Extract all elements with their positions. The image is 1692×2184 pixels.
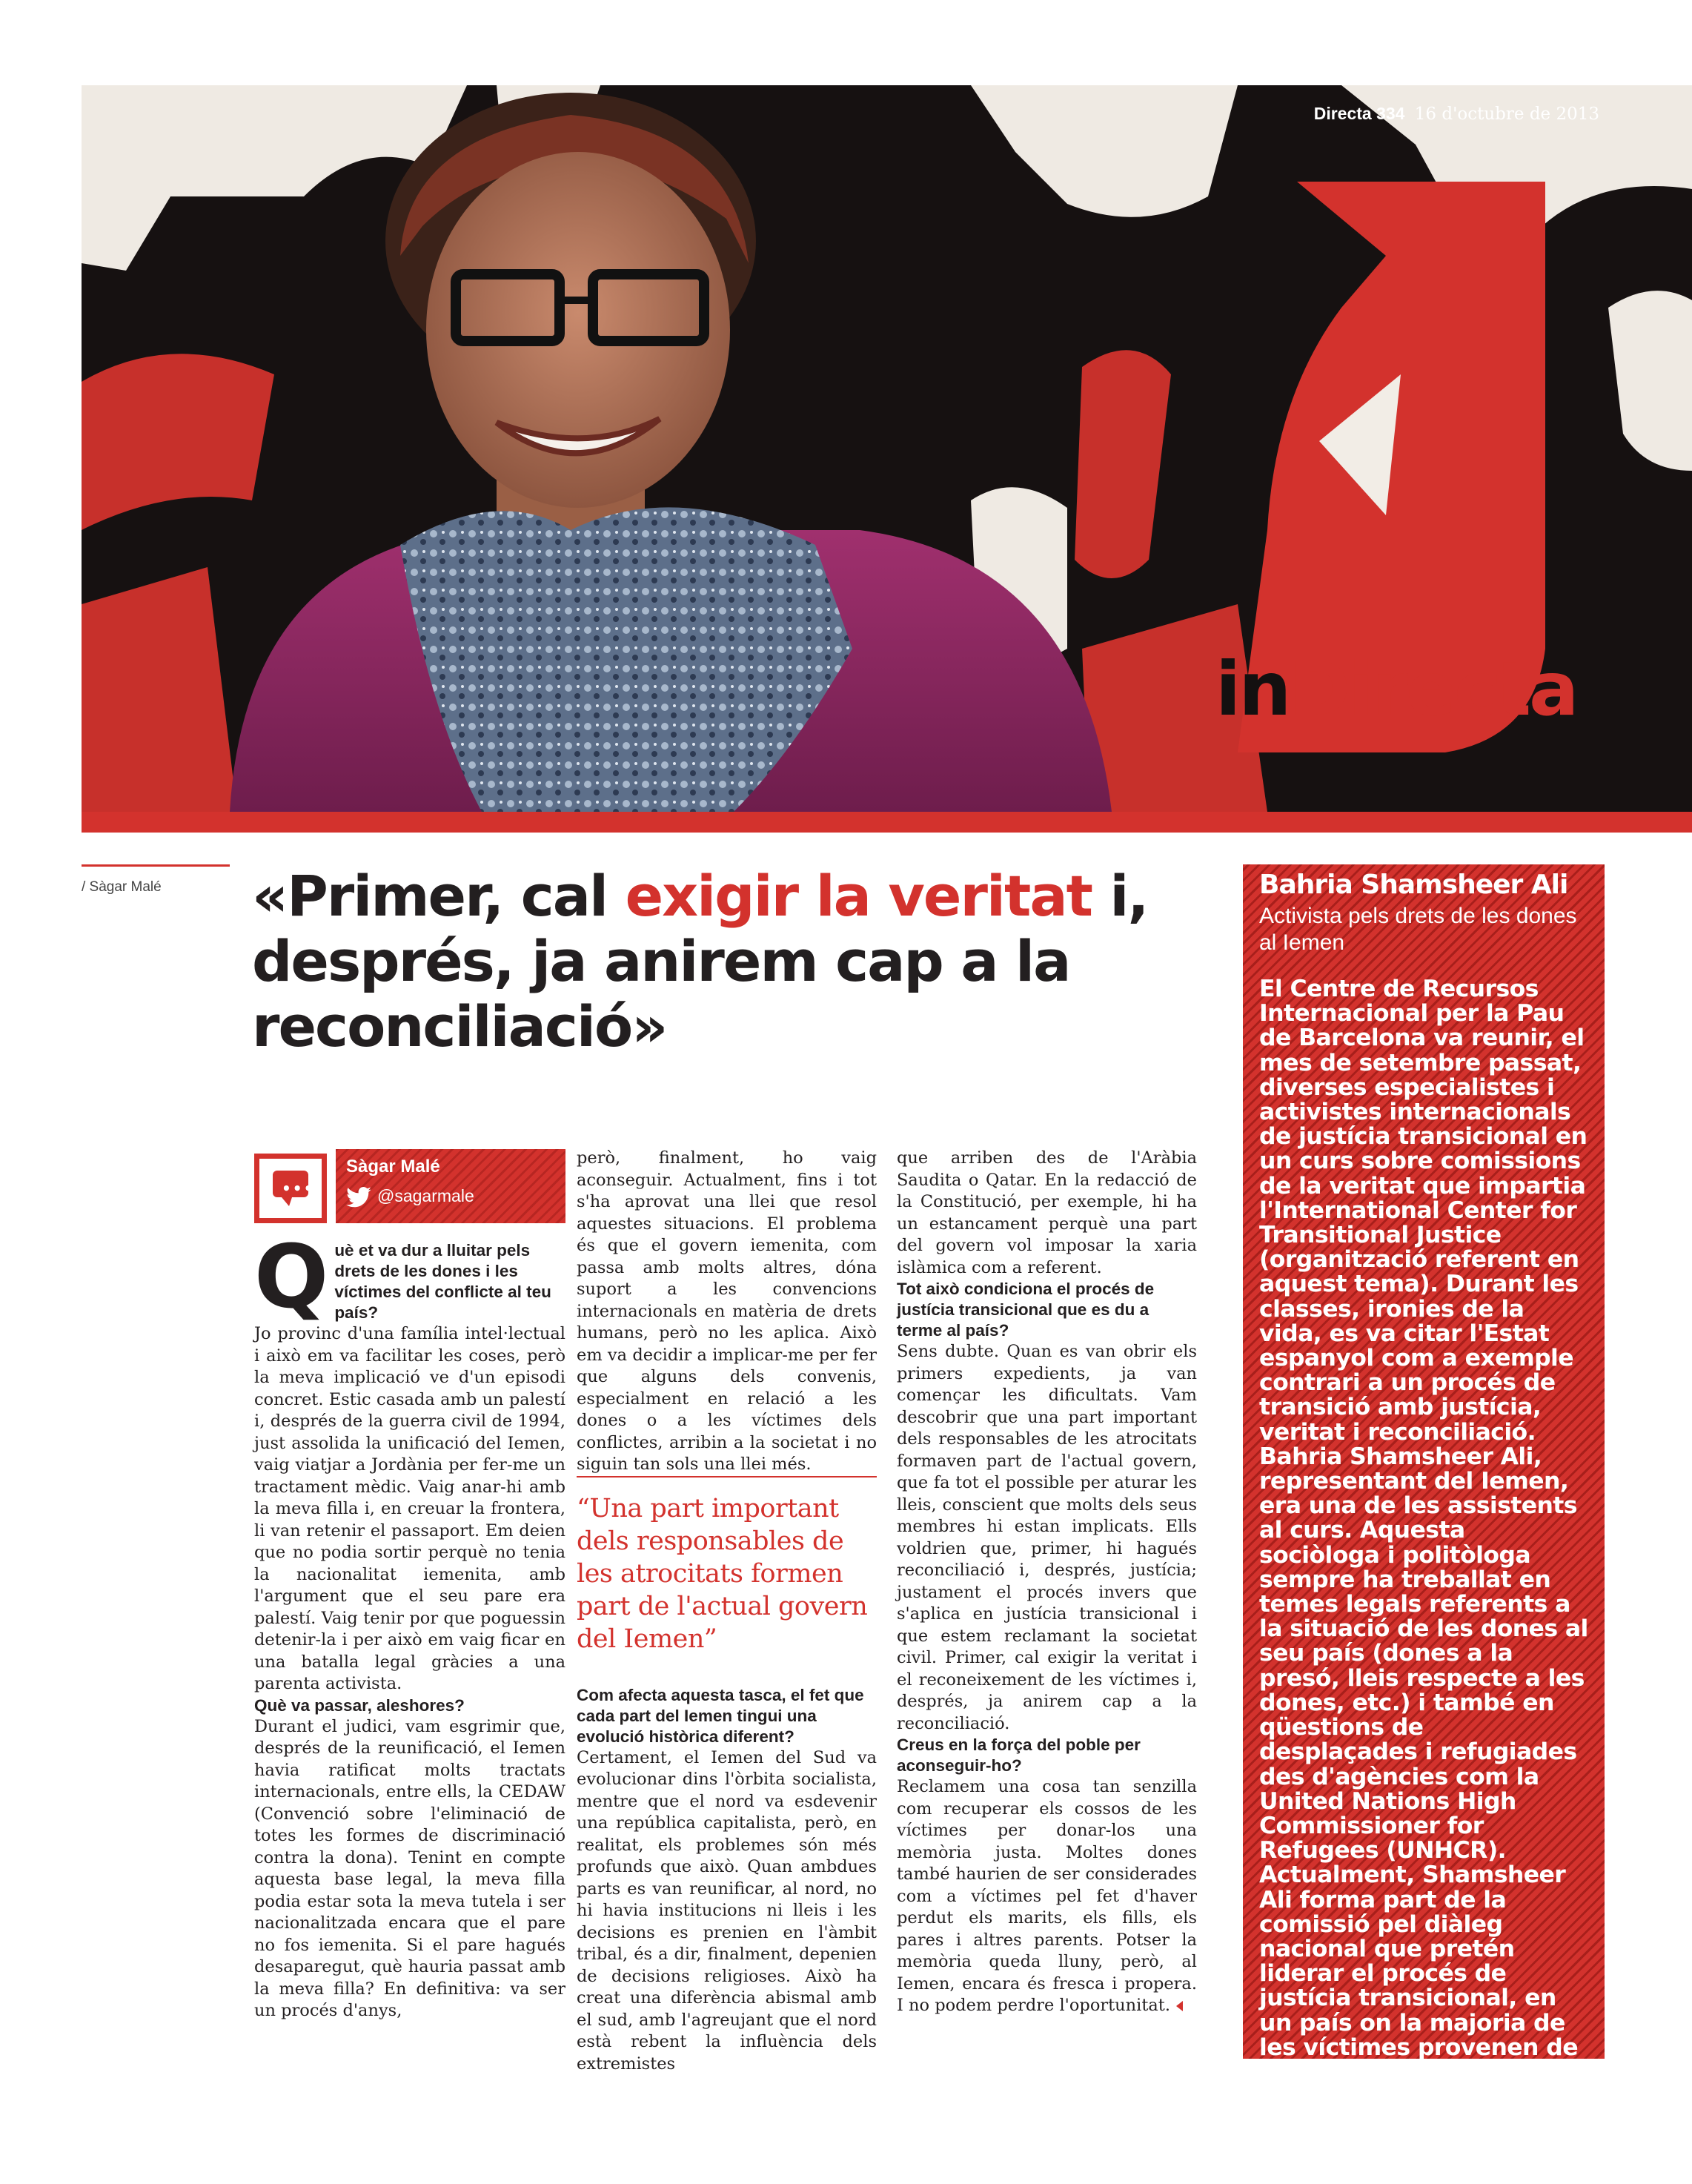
question-3: Com afecta aquesta tasca, el fet que cada part del Iemen tingui una evolució històrica diferent? [577, 1685, 864, 1746]
issue-line [1314, 104, 1599, 124]
answer-5 [897, 1776, 1197, 2017]
question-1-text: uè et va dur a lluitar pels drets de les dones i les víctimes del conflicte al teu país? [334, 1241, 551, 1322]
article-column-2 [577, 1148, 877, 2075]
logo-directa: Directa [1289, 646, 1577, 732]
headline-part2: i, després, ja anirem cap a la reconciliació» [252, 863, 1148, 1059]
issue-date: 16 d'octubre de 2013 [1414, 105, 1599, 124]
headline-part1: «Primer, cal [252, 863, 626, 929]
answer-5-text: Reclamem una cosa tan senzilla com recuperar els cossos de les víctimes per donar-los una memòria justa. Moltes dones també haurien de ser considerades com a víctimes pel fet d'haver perdut els marits, els fills, els pares i altres parents. Potser la memòria queda lluny, però, al Iemen, encara és fresca i propera. I no podem perdre l'oportunitat. [897, 1777, 1197, 2015]
headline-highlight: exigir la veritat [625, 863, 1092, 929]
header-accent-bar [82, 812, 1692, 833]
article-column-3 [897, 1148, 1197, 2017]
author-box [254, 1149, 565, 1223]
profile-role: Activista pels drets de les dones al Iemen [1259, 904, 1577, 955]
answer-4: Sens dubte. Quan es van obrir els primers expedients, ja van començar les dificultats. Vam descobrir que una part important dels responsables de les atrocitats formaven part de l'actual govern, que fa tot el possible per aturar les lleis, conscient que molts dels seus membres hi estan implicats. Ells voldrien que, primer, hi hagués reconciliació i, després, justícia; justament el procés invers que s'aplica en justícia transicional i que estem reclamant la societat civil. Primer, cal exigir la veritat i el reconeixement de les víctimes i, després, ja anirem cap a la reconciliació. [897, 1342, 1197, 1733]
answer-2: Durant el judici, vam esgrimir que, després de la reunificació, el Iemen havia ratificat molts tractats internacionals, entre ells, la CEDAW (Convenció sobre l'eliminació de totes les formes de discriminació contra la dona). Tenint en compte aquesta base legal, la meva filla podia estar sota la meva tutela i ser nacionalitzada encara que el pare no fos iemenita. Si el pare hagués desaparegut, què hauria passat amb la meva filla? En definitiva: va ser un procés d'anys, [254, 1716, 565, 2020]
chat-bubble-icon: ••• [254, 1154, 327, 1223]
publication-name: Directa 334 [1313, 104, 1405, 123]
article-column-1 [254, 1225, 565, 2022]
dropcap: Q [254, 1225, 329, 1328]
twitter-handle: @sagarmale [377, 1186, 474, 1205]
end-mark-icon [1176, 2001, 1183, 2011]
pull-quote: “Una part important dels responsables de les atrocitats formen part de l'actual govern del Iemen” [577, 1476, 877, 1655]
author-name: Sàgar Malé [346, 1156, 440, 1177]
question-4: Tot això condiciona el procés de justícia transicional que es du a terme al país? [897, 1280, 1155, 1340]
author-tag [336, 1149, 565, 1223]
answer-3: Certament, el Iemen del Sud va evolucionar dins l'òrbita socialista, mentre que el nord va esdevenir una república capitalista, però, en realitat, els problemes són més profunds que això. Quan ambdues parts es van reunificar, al nord, no hi havia institucions ni lleis i les decisions es prenien en l'àmbit tribal, és a dir, finalment, depenien de decisions religioses. Això ha creat una diferència abismal amb el sud, amb l'agreujant que el nord està rebent la influència dels extremistes [577, 1747, 877, 2074]
profile-name: Bahria Shamsheer Ali [1259, 870, 1568, 900]
photo-credit: / Sàgar Malé [82, 879, 162, 895]
profile-sidebar [1243, 864, 1605, 2184]
twitter-bird-icon [346, 1187, 371, 1208]
question-5: Creus en la força del poble per aconseguir-ho? [897, 1735, 1141, 1775]
answer-2-continued: però, finalment, ho vaig aconseguir. Actualment, fins i tot s'ha aprovat una llei que resol aquestes situacions. El problema és que el govern iemenita, com passa amb molts altres, dóna suport a les convencions internacionals en matèria de drets humans, però no les aplica. Això em va decidir a implicar-me per fer que alguns dels convenis, especialment en relació a les dones o a les víctimes dels conflictes, arribin a la societat i no siguin tan sols una llei més. [577, 1148, 877, 1474]
author-twitter[interactable] [346, 1185, 555, 1208]
credit-rule [82, 864, 230, 867]
answer-3-continued: que arriben des de l'Aràbia Saudita o Qatar. En la redacció de la Constitució, per exemple, hi ha un estancament perquè una part del govern vol imposar la xaria islàmica com a referent. [897, 1148, 1197, 1277]
profile-text: El Centre de Recursos Internacional per la Pau de Barcelona va reunir, el mes de setembre passat, diverses especialistes i activistes internacionals de justícia transicional en un curs sobre comissions de la veritat que impartia l'International Center for Transitional Justice (organització referent en aquest tema). Durant les classes, ironies de la vida, es va citar l'Estat espanyol com a exemple contrari a un procés de transició amb justícia, veritat i reconciliació. Bahria Shamsheer Ali, representant del Iemen, era una de les assistents al curs. Aquesta sociòloga i politòloga sempre ha treballat en temes legals referents a la situació de les dones al seu país (dones a la presó, lleis respecte a les dones, etc.) i també en qüestions de desplaçades i refugiades des d'agències com la United Nations High Commissioner for Refugees (UNHCR). Actualment, Shamsheer Ali forma part de la comissió pel diàleg nacional que pretén liderar el procés de justícia transicional, en un país on la majoria de les víctimes provenen de les atrocitats comeses durant les successives guerres civils i la complexa reunificació entre el nord i el sud. [1259, 976, 1588, 2184]
logo-in: in [1215, 646, 1290, 732]
question-2: Què va passar, aleshores? [254, 1695, 465, 1715]
headline [252, 864, 1201, 1059]
question-1 [254, 1225, 565, 1328]
section-logo [1215, 646, 1577, 732]
answer-1: Jo provinc d'una família intel·lectual i això em va facilitar les coses, però la meva implicació ve d'un episodi concret. Estic casada amb un palestí i, després de la guerra civil de 1994, just assolida la unificació del Iemen, vaig viatjar a Jordània per fer-me un tractament mèdic. Vaig anar-hi amb la meva filla i, en creuar la frontera, li van retenir el passaport. Em deien que no podia sortir perquè no tenia la nacionalitat iemenita, amb l'argument que el seu pare era palestí. Vaig tenir por que poguessin detenir-la i per això em vaig ficar en una batalla legal gràcies a una parenta activista. [254, 1324, 565, 1693]
